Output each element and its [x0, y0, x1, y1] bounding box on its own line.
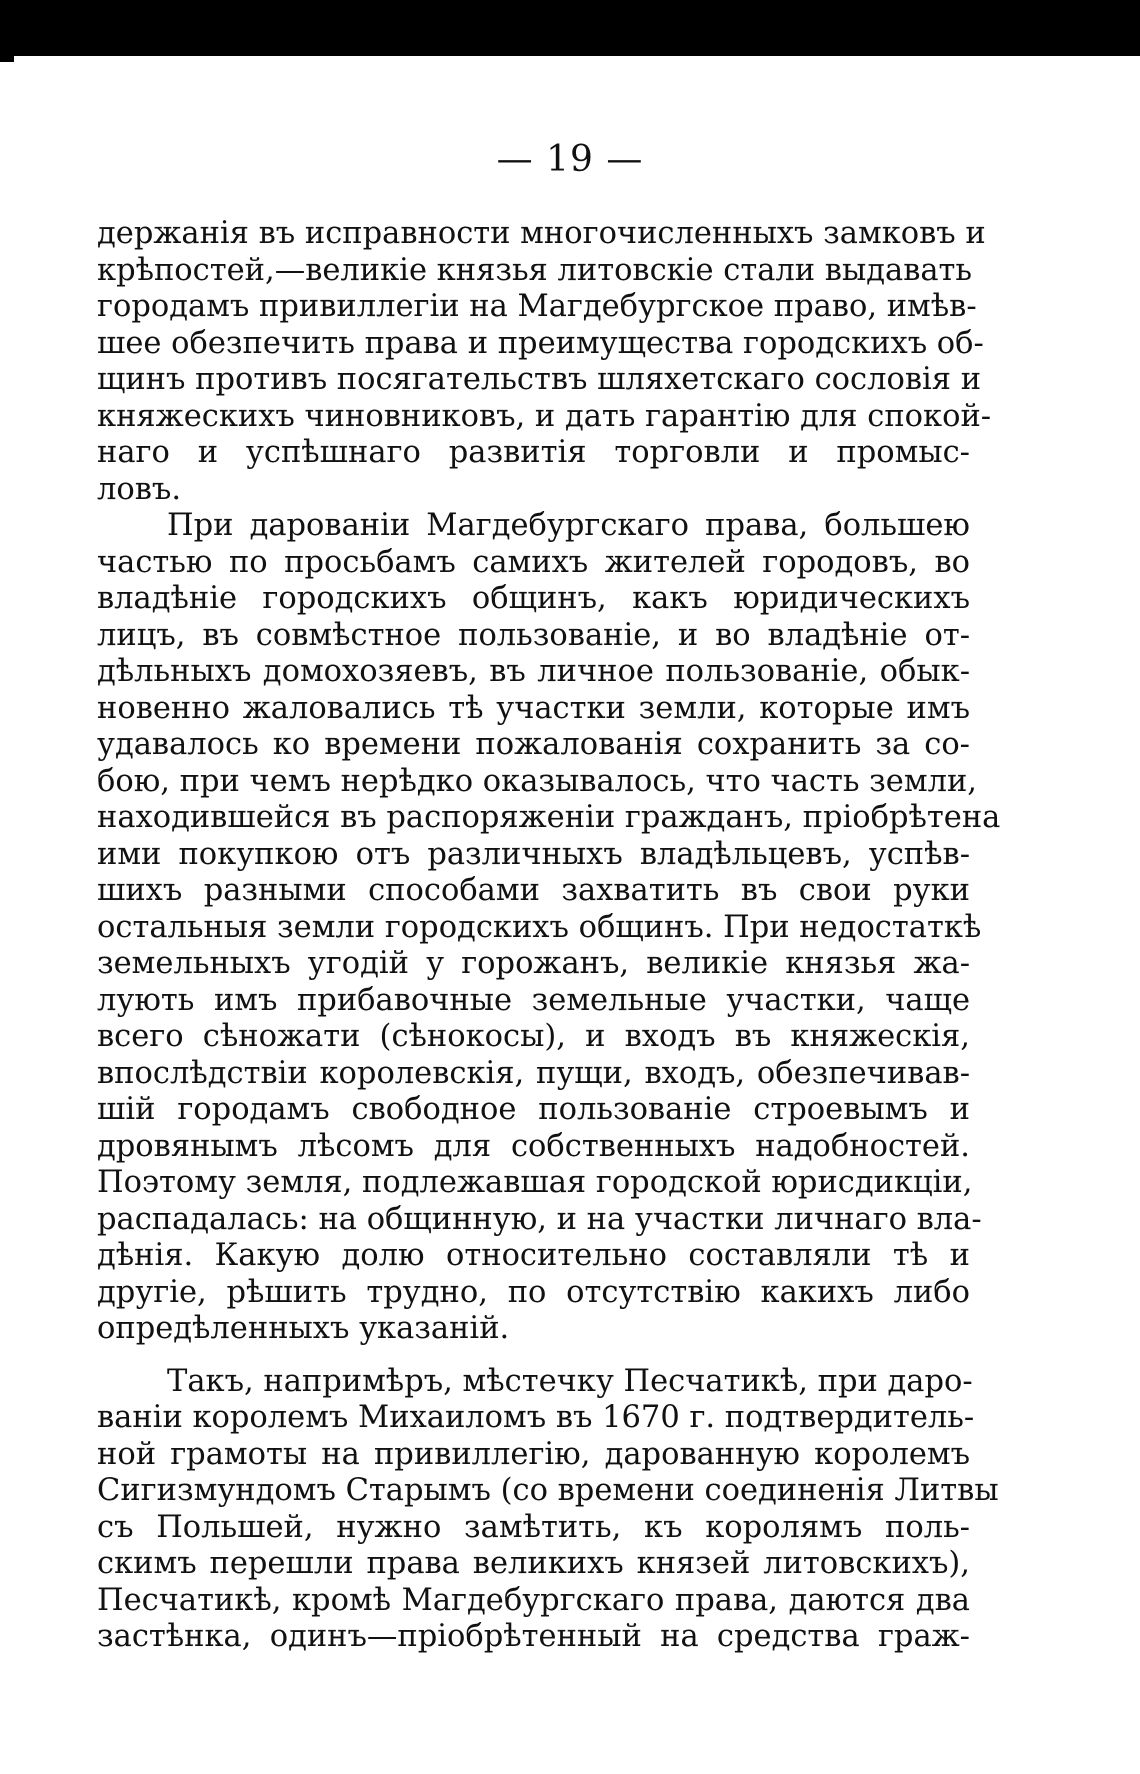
text-line: Такъ, напримѣръ, мѣстечку Песчатикѣ, при даро- — [167, 1363, 973, 1399]
paragraph-1 — [97, 216, 992, 508]
text-line: Сигизмундомъ Старымъ (со времени соединенія Литвы — [97, 1473, 999, 1508]
body-text — [97, 216, 1001, 1656]
text-line: При дарованіи Магдебургскаго права, большею — [167, 508, 970, 543]
text-line: Песчатикѣ, кромѣ Магдебургскаго права, даются два — [97, 1582, 970, 1618]
text-line: дѣльныхъ домохозяевъ, въ личное пользованіе, обык- — [97, 654, 970, 689]
text-line: городамъ привиллегіи на Магдебургское право, имѣв- — [97, 289, 977, 324]
text-line: крѣпостей,—великіе князья литовскіе стали выдавать — [97, 252, 973, 288]
text-line: удавалось ко времени пожалованія сохранить за со- — [97, 727, 970, 762]
text-line: другіе, рѣшить трудно, по отсутствію какихъ либо — [97, 1274, 970, 1310]
text-line: ваніи королемъ Михаиломъ въ 1670 г. подтвердитель- — [97, 1400, 975, 1435]
text-line: лицъ, въ совмѣстное пользованіе, и во владѣніе от- — [97, 617, 970, 653]
text-line: распадалась: на общинную, и на участки личнаго вла- — [97, 1201, 982, 1237]
text-line: дѣнія. Какую долю относительно составляли тѣ и — [97, 1238, 970, 1273]
text-line: шее обезпечить права и преимущества городскихъ об- — [97, 325, 984, 361]
text-line: земельныхъ угодій у горожанъ, великіе князья жа- — [97, 946, 970, 981]
text-line: княжескихъ чиновниковъ, и дать гарантію для спокой- — [97, 398, 992, 434]
text-line: Поэтому земля, подлежавшая городской юрисдикціи, — [97, 1165, 973, 1200]
text-line: держанія въ исправности многочисленныхъ замковъ и — [97, 216, 986, 251]
text-line: ими покупкою отъ различныхъ владѣльцевъ, успѣв- — [97, 836, 970, 872]
text-line: остальныя земли городскихъ общинъ. При недостаткѣ — [97, 909, 982, 945]
text-line: ной грамоты на привиллегію, дарованную королемъ — [97, 1436, 970, 1472]
text-line: находившейся въ распоряженіи гражданъ, пріобрѣтена — [97, 800, 1001, 835]
text-line: лують имъ прибавочные земельные участки, чаще — [97, 982, 970, 1018]
paragraph-gap — [97, 1348, 970, 1364]
scan-edge-notch — [0, 56, 14, 62]
text-line: ловъ. — [97, 471, 182, 507]
paragraph-2 — [97, 508, 1001, 1348]
text-line: новенно жаловались тѣ участки земли, которые имъ — [97, 690, 970, 726]
text-line: всего сѣножати (сѣнокосы), и входъ въ княжескія, — [97, 1019, 970, 1054]
page-number: — 19 — — [496, 139, 644, 180]
text-line: скимъ перешли права великихъ князей литовскихъ), — [97, 1546, 970, 1581]
text-line: впослѣдствіи королевскія, пущи, входъ, обезпечивав- — [97, 1055, 970, 1091]
text-line: шій городамъ свободное пользованіе строевымъ и — [97, 1092, 970, 1127]
text-line: шихъ разными способами захватить въ свои руки — [97, 873, 970, 908]
text-line: щинъ противъ посягательствъ шляхетскаго сословія и — [97, 362, 982, 397]
scan-edge-top-bar — [0, 0, 1140, 56]
text-line: владѣніе городскихъ общинъ, какъ юридическихъ — [97, 581, 970, 616]
text-line: бою, при чемъ нерѣдко оказывалось, что часть земли, — [97, 763, 977, 799]
paragraph-3 — [97, 1363, 999, 1656]
text-line: дровянымъ лѣсомъ для собственныхъ надобностей. — [97, 1128, 970, 1164]
text-line: частью по просьбамъ самихъ жителей городовъ, во — [97, 544, 970, 580]
text-line: съ Польшей, нужно замѣтить, къ королямъ поль- — [97, 1509, 970, 1545]
text-line: наго и успѣшнаго развитія торговли и промыс- — [97, 435, 970, 470]
text-line: опредѣленныхъ указаній. — [97, 1311, 510, 1346]
text-line: застѣнка, одинъ—пріобрѣтенный на средства граж- — [97, 1619, 970, 1654]
